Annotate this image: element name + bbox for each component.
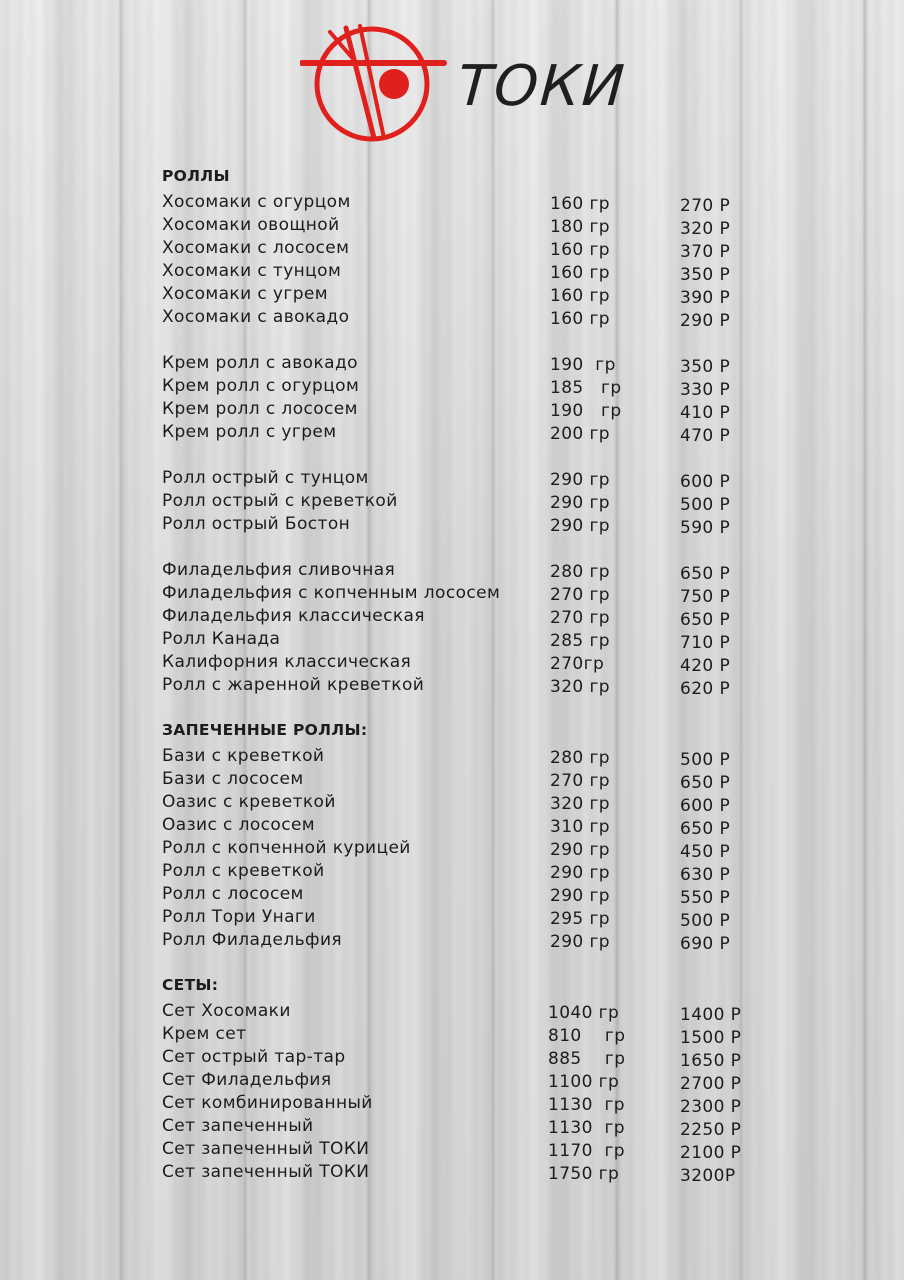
menu-item xyxy=(162,582,762,605)
menu-item xyxy=(162,837,762,860)
menu-item xyxy=(162,191,762,214)
section-rolls xyxy=(162,166,762,697)
item-price: 2100 Р xyxy=(680,1143,742,1163)
item-price: 620 Р xyxy=(680,679,731,699)
menu-item xyxy=(162,791,762,814)
item-price: 270 Р xyxy=(680,196,731,216)
item-weight: 290 гр xyxy=(550,932,610,952)
item-name: Сет запеченный ТОКИ xyxy=(162,1139,370,1159)
menu-item xyxy=(162,237,762,260)
menu-item xyxy=(162,1023,762,1046)
item-weight: 160 гр xyxy=(550,194,610,214)
item-weight: 320 гр xyxy=(550,794,610,814)
menu-item xyxy=(162,490,762,513)
item-weight: 190 гр xyxy=(550,401,622,421)
item-weight: 270гр xyxy=(550,654,605,674)
item-weight: 270 гр xyxy=(550,771,610,791)
item-name: Сет запеченный xyxy=(162,1116,314,1136)
item-name: Крем ролл с лососем xyxy=(162,399,358,419)
menu-item xyxy=(162,306,762,329)
item-weight: 290 гр xyxy=(550,493,610,513)
item-weight: 270 гр xyxy=(550,608,610,628)
item-name: Хосомаки с угрем xyxy=(162,284,328,304)
item-weight: 280 гр xyxy=(550,562,610,582)
item-price: 2300 Р xyxy=(680,1097,742,1117)
item-weight: 160 гр xyxy=(550,286,610,306)
item-price: 2700 Р xyxy=(680,1074,742,1094)
item-weight: 1750 гр xyxy=(548,1164,620,1184)
item-weight: 290 гр xyxy=(550,886,610,906)
item-price: 650 Р xyxy=(680,819,731,839)
item-price: 650 Р xyxy=(680,610,731,630)
item-weight: 295 гр xyxy=(550,909,610,929)
item-weight: 160 гр xyxy=(550,309,610,329)
menu-item xyxy=(162,260,762,283)
item-name: Хосомаки с тунцом xyxy=(162,261,342,281)
item-name: Бази с лососем xyxy=(162,769,304,789)
item-name: Сет Хосомаки xyxy=(162,1001,291,1021)
menu-item xyxy=(162,929,762,952)
item-name: Сет комбинированный xyxy=(162,1093,373,1113)
item-weight: 185 гр xyxy=(550,378,622,398)
item-weight: 160 гр xyxy=(550,240,610,260)
item-price: 650 Р xyxy=(680,564,731,584)
item-weight: 285 гр xyxy=(550,631,610,651)
item-name: Сет острый тар-тар xyxy=(162,1047,346,1067)
menu-item xyxy=(162,745,762,768)
item-price: 410 Р xyxy=(680,403,731,423)
item-name: Ролл острый с креветкой xyxy=(162,491,398,511)
item-price: 690 Р xyxy=(680,934,731,954)
brand-name: ТОКИ xyxy=(455,54,629,119)
menu-item xyxy=(162,628,762,651)
item-price: 320 Р xyxy=(680,219,731,239)
item-weight: 1130 гр xyxy=(548,1095,625,1115)
item-name: Ролл с лососем xyxy=(162,884,304,904)
item-name: Калифорния классическая xyxy=(162,652,412,672)
menu xyxy=(162,166,762,1207)
item-price: 630 Р xyxy=(680,865,731,885)
item-name: Крем сет xyxy=(162,1024,247,1044)
item-price: 350 Р xyxy=(680,357,731,377)
menu-item xyxy=(162,605,762,628)
red-circle-chopsticks-logo-icon xyxy=(300,20,450,145)
item-name: Филадельфия сливочная xyxy=(162,560,396,580)
item-weight: 190 гр xyxy=(550,355,616,375)
item-price: 470 Р xyxy=(680,426,731,446)
item-weight: 310 гр xyxy=(550,817,610,837)
item-name: Филадельфия с копченным лососем xyxy=(162,583,501,603)
menu-item xyxy=(162,1046,762,1069)
item-price: 500 Р xyxy=(680,911,731,931)
menu-group xyxy=(162,559,762,697)
menu-item xyxy=(162,398,762,421)
menu-item xyxy=(162,467,762,490)
item-price: 1500 Р xyxy=(680,1028,742,1048)
item-weight: 290 гр xyxy=(550,470,610,490)
menu-item xyxy=(162,1069,762,1092)
menu-item xyxy=(162,651,762,674)
item-name: Хосомаки с авокадо xyxy=(162,307,350,327)
item-name: Ролл острый с тунцом xyxy=(162,468,369,488)
menu-item xyxy=(162,214,762,237)
item-price: 450 Р xyxy=(680,842,731,862)
item-weight: 290 гр xyxy=(550,516,610,536)
menu-item xyxy=(162,352,762,375)
item-name: Ролл Тори Унаги xyxy=(162,907,316,927)
item-name: Бази с креветкой xyxy=(162,746,325,766)
section-title: СЕТЫ: xyxy=(162,976,219,994)
item-name: Крем ролл с огурцом xyxy=(162,376,360,396)
menu-group xyxy=(162,1000,762,1184)
menu-item xyxy=(162,906,762,929)
item-price: 550 Р xyxy=(680,888,731,908)
item-name: Оазис с лососем xyxy=(162,815,316,835)
menu-item xyxy=(162,860,762,883)
item-name: Ролл Филадельфия xyxy=(162,930,343,950)
menu-group xyxy=(162,467,762,536)
item-name: Ролл с копченной курицей xyxy=(162,838,411,858)
menu-item xyxy=(162,883,762,906)
item-weight: 1100 гр xyxy=(548,1072,620,1092)
item-price: 750 Р xyxy=(680,587,731,607)
menu-group xyxy=(162,745,762,952)
item-weight: 1130 гр xyxy=(548,1118,625,1138)
item-price: 500 Р xyxy=(680,750,731,770)
menu-item xyxy=(162,1000,762,1023)
item-weight: 1170 гр xyxy=(548,1141,625,1161)
item-weight: 810 гр xyxy=(548,1026,626,1046)
item-price: 590 Р xyxy=(680,518,731,538)
item-price: 290 Р xyxy=(680,311,731,331)
item-price: 390 Р xyxy=(680,288,731,308)
item-weight: 290 гр xyxy=(550,840,610,860)
item-weight: 885 гр xyxy=(548,1049,626,1069)
section-title: РОЛЛЫ xyxy=(162,167,230,185)
menu-group xyxy=(162,352,762,444)
item-price: 350 Р xyxy=(680,265,731,285)
menu-item xyxy=(162,1092,762,1115)
item-name: Ролл с креветкой xyxy=(162,861,325,881)
menu-item xyxy=(162,674,762,697)
item-name: Ролл с жаренной креветкой xyxy=(162,675,425,695)
item-weight: 1040 гр xyxy=(548,1003,620,1023)
item-name: Сет Филадельфия xyxy=(162,1070,332,1090)
brand-logo xyxy=(300,20,629,145)
menu-item xyxy=(162,421,762,444)
item-price: 600 Р xyxy=(680,472,731,492)
item-price: 1650 Р xyxy=(680,1051,742,1071)
item-price: 600 Р xyxy=(680,796,731,816)
item-price: 650 Р xyxy=(680,773,731,793)
menu-item xyxy=(162,814,762,837)
menu-item xyxy=(162,559,762,582)
item-weight: 160 гр xyxy=(550,263,610,283)
item-weight: 290 гр xyxy=(550,863,610,883)
item-weight: 320 гр xyxy=(550,677,610,697)
item-name: Ролл Канада xyxy=(162,629,281,649)
item-price: 3200Р xyxy=(680,1166,736,1186)
item-price: 330 Р xyxy=(680,380,731,400)
item-weight: 270 гр xyxy=(550,585,610,605)
item-name: Ролл острый Бостон xyxy=(162,514,351,534)
menu-group xyxy=(162,191,762,329)
item-name: Сет запеченный ТОКИ xyxy=(162,1162,370,1182)
menu-item xyxy=(162,1138,762,1161)
item-price: 420 Р xyxy=(680,656,731,676)
item-name: Филадельфия классическая xyxy=(162,606,425,626)
section-sets xyxy=(162,975,762,1184)
item-price: 500 Р xyxy=(680,495,731,515)
item-name: Хосомаки овощной xyxy=(162,215,340,235)
menu-item xyxy=(162,283,762,306)
item-name: Крем ролл с угрем xyxy=(162,422,337,442)
item-price: 1400 Р xyxy=(680,1005,742,1025)
menu-item xyxy=(162,1115,762,1138)
item-name: Хосомаки с огурцом xyxy=(162,192,351,212)
item-price: 370 Р xyxy=(680,242,731,262)
item-name: Оазис с креветкой xyxy=(162,792,336,812)
item-price: 2250 Р xyxy=(680,1120,742,1140)
item-weight: 180 гр xyxy=(550,217,610,237)
item-name: Хосомаки с лососем xyxy=(162,238,350,258)
section-baked-rolls xyxy=(162,720,762,952)
item-price: 710 Р xyxy=(680,633,731,653)
item-name: Крем ролл с авокадо xyxy=(162,353,358,373)
menu-item xyxy=(162,375,762,398)
item-weight: 280 гр xyxy=(550,748,610,768)
item-weight: 200 гр xyxy=(550,424,610,444)
menu-item xyxy=(162,513,762,536)
section-title: ЗАПЕЧЕННЫЕ РОЛЛЫ: xyxy=(162,721,368,739)
menu-item xyxy=(162,1161,762,1184)
menu-item xyxy=(162,768,762,791)
